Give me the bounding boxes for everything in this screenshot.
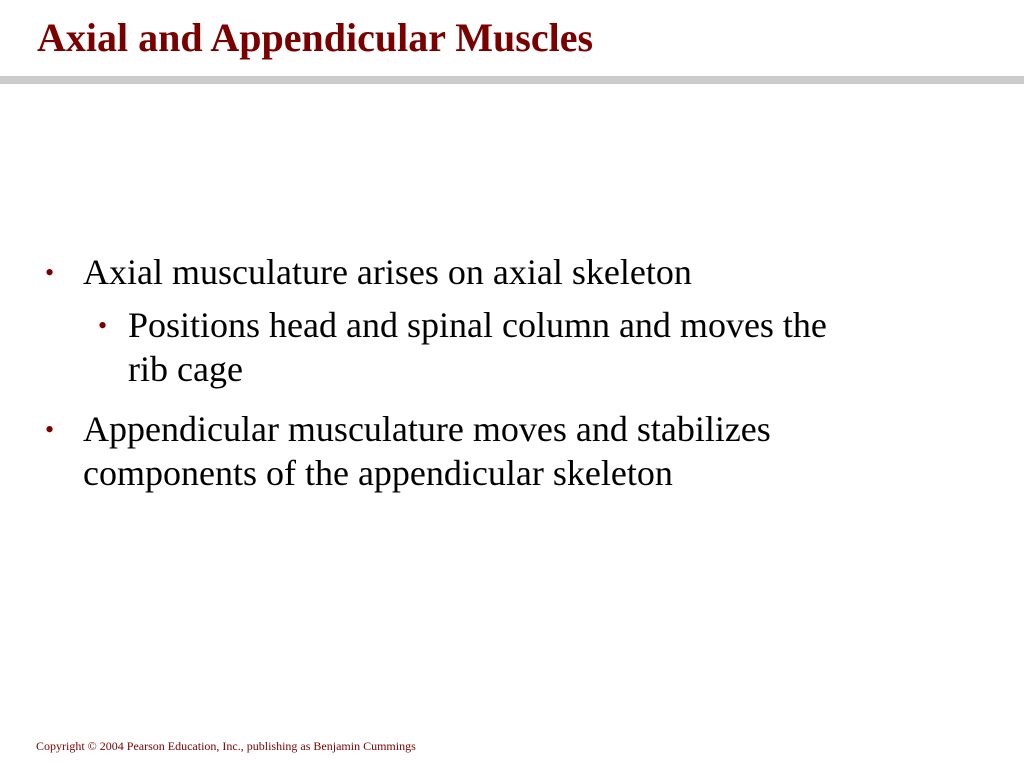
bullet-text: Axial musculature arises on axial skeleton [83,252,692,292]
copyright-footer: Copyright © 2004 Pearson Education, Inc., publishing as Benjamin Cummings [36,739,416,753]
bullet-dot-icon: • [45,415,55,444]
bullet-dot-icon: • [45,258,55,287]
bullet-list [0,248,1024,495]
bullet-item-appendicular [0,407,883,495]
title-divider [0,76,1024,84]
bullet-dot-icon: • [98,311,108,340]
bullet-item-axial [0,250,883,294]
slide-title: Axial and Appendicular Muscles [37,15,594,60]
bullet-text: Appendicular musculature moves and stabilizes components of the appendicular skeleton [83,409,771,493]
sub-bullet-text: Positions head and spinal column and moves the rib cage [128,305,827,389]
sub-bullet-item-positions [0,303,848,391]
